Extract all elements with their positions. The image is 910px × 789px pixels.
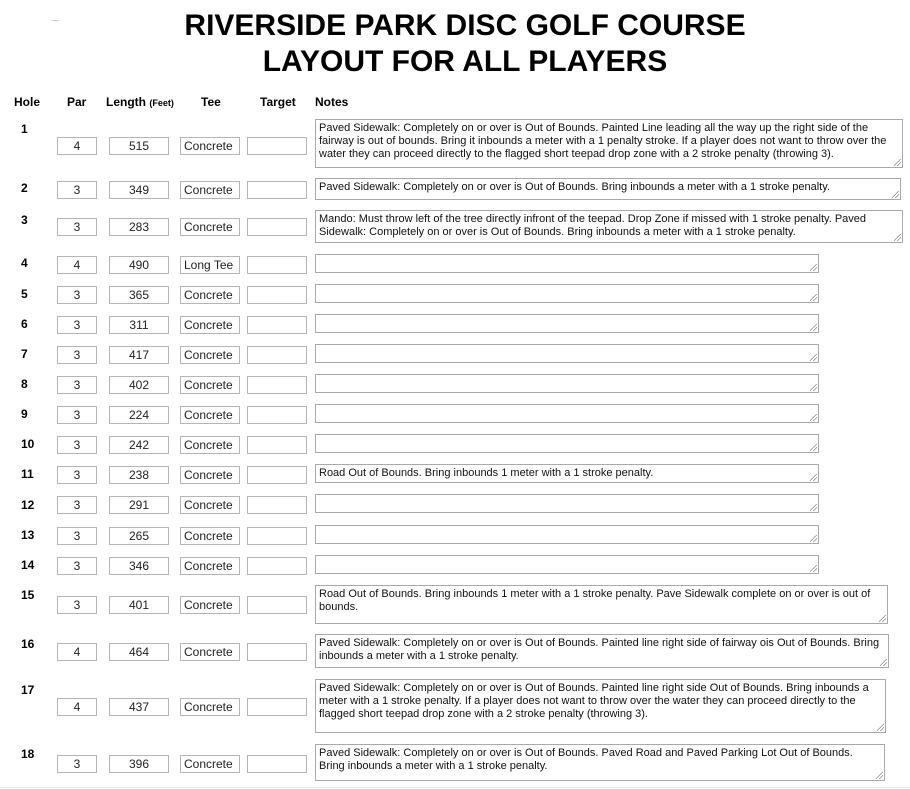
par-field[interactable]: 3 (57, 596, 97, 614)
resize-handle-icon[interactable] (810, 354, 817, 361)
notes-textarea[interactable] (315, 314, 819, 333)
notes-textarea[interactable] (315, 464, 819, 483)
par-field[interactable]: 3 (57, 346, 97, 364)
resize-handle-icon[interactable] (879, 615, 886, 622)
notes-textarea[interactable] (315, 494, 819, 513)
notes-text: Paved Sidewalk: Completely on or over is Out of Bounds. Painted Line leading all the way up the right side of the fairway is out of bounds. Bring it inbounds a meter with a 1 penalty stroke. If a player does not want to throw over the water they can proceed directly to the flagged short teepad drop zone with a 2 stroke penalty (throwing 3). (319, 122, 887, 160)
notes-textarea[interactable] (315, 679, 886, 733)
tee-field[interactable]: Concrete (180, 698, 240, 716)
resize-handle-icon[interactable] (894, 159, 901, 166)
notes-text: Paved Sidewalk: Completely on or over is Out of Bounds. Painted line right side of fairway ois Out of Bounds. Bring inbounds a meter with a 1 stroke penalty. (319, 637, 880, 662)
resize-handle-icon[interactable] (810, 294, 817, 301)
par-field[interactable]: 3 (57, 376, 97, 394)
par-field[interactable]: 3 (57, 316, 97, 334)
target-field[interactable] (247, 406, 307, 424)
target-field[interactable] (247, 218, 307, 236)
hole-number: 7 (21, 347, 28, 361)
tee-field[interactable]: Concrete (180, 181, 240, 199)
tee-field[interactable]: Concrete (180, 643, 240, 661)
par-field[interactable]: 3 (57, 466, 97, 484)
length-field[interactable]: 311 (109, 316, 169, 334)
header-notes: Notes (315, 95, 349, 109)
length-field[interactable]: 349 (109, 181, 169, 199)
tee-field[interactable]: Concrete (180, 376, 240, 394)
hole-number: 2 (21, 181, 28, 195)
tee-field[interactable]: Concrete (180, 755, 240, 773)
length-field[interactable]: 242 (109, 436, 169, 454)
target-field[interactable] (247, 557, 307, 575)
resize-handle-icon[interactable] (876, 772, 883, 779)
resize-handle-icon[interactable] (892, 191, 899, 198)
page-title: RIVERSIDE PARK DISC GOLF COURSE (184, 9, 746, 42)
par-field[interactable]: 4 (57, 643, 97, 661)
resize-handle-icon[interactable] (810, 324, 817, 331)
notes-textarea[interactable] (315, 404, 819, 423)
notes-textarea[interactable] (315, 585, 888, 624)
resize-handle-icon[interactable] (810, 474, 817, 481)
notes-textarea[interactable] (315, 374, 819, 393)
length-field[interactable]: 365 (109, 286, 169, 304)
header-tee: Tee (201, 95, 221, 109)
target-field[interactable] (247, 256, 307, 274)
notes-textarea[interactable] (315, 210, 903, 243)
header-length-label: Length (106, 95, 146, 109)
hole-number: 11 (21, 467, 34, 481)
hole-number: 14 (21, 558, 35, 572)
target-field[interactable] (247, 755, 307, 773)
notes-textarea[interactable] (315, 434, 819, 453)
par-field[interactable]: 3 (57, 557, 97, 575)
header-target: Target (260, 95, 296, 109)
hole-number: 18 (21, 747, 35, 761)
tee-field[interactable]: Concrete (180, 596, 240, 614)
length-field[interactable]: 401 (109, 596, 169, 614)
tee-field[interactable]: Concrete (180, 527, 240, 545)
par-field[interactable]: 3 (57, 286, 97, 304)
notes-text: Paved Sidewalk: Completely on or over is Out of Bounds. Painted line right side Out of Bounds. Bring inbounds a meter with a 1 stroke penalty. If a player does not want to throw over the water they can proceed directly to the flagged short teepad drop zone with a 2 stroke penalty (throwing 3). (319, 682, 869, 720)
target-field[interactable] (247, 596, 307, 614)
length-field[interactable]: 265 (109, 527, 169, 545)
hole-number: 5 (21, 287, 28, 301)
target-field[interactable] (247, 316, 307, 334)
par-field[interactable]: 4 (57, 256, 97, 274)
notes-text: Road Out of Bounds. Bring inbounds 1 meter with a 1 stroke penalty. Pave Sidewalk complete on or over is out of bounds. (319, 588, 871, 613)
hole-number: 4 (21, 256, 28, 270)
par-field[interactable]: 3 (57, 496, 97, 514)
length-field[interactable]: 283 (109, 218, 169, 236)
resize-handle-icon[interactable] (810, 384, 817, 391)
hole-number: 17 (21, 683, 35, 697)
resize-handle-icon[interactable] (810, 535, 817, 542)
resize-handle-icon[interactable] (810, 264, 817, 271)
tee-field[interactable]: Concrete (180, 496, 240, 514)
hole-number: 6 (21, 317, 28, 331)
target-field[interactable] (247, 346, 307, 364)
length-field[interactable]: 346 (109, 557, 169, 575)
length-field[interactable]: 396 (109, 755, 169, 773)
tee-field[interactable]: Concrete (180, 466, 240, 484)
par-field[interactable]: 3 (57, 181, 97, 199)
header-par: Par (67, 95, 87, 109)
length-field[interactable]: 402 (109, 376, 169, 394)
notes-textarea[interactable] (315, 555, 819, 574)
tee-field[interactable]: Concrete (180, 316, 240, 334)
target-field[interactable] (247, 466, 307, 484)
resize-handle-icon[interactable] (894, 234, 901, 241)
tee-field[interactable]: Concrete (180, 346, 240, 364)
page-subtitle: LAYOUT FOR ALL PLAYERS (262, 45, 668, 78)
header-length (106, 95, 174, 109)
tee-field[interactable]: Concrete (180, 557, 240, 575)
target-field[interactable] (247, 376, 307, 394)
hole-number: 12 (21, 498, 35, 512)
tee-field[interactable]: Concrete (180, 137, 240, 155)
notes-text: Road Out of Bounds. Bring inbounds 1 meter with a 1 stroke penalty. (319, 467, 654, 479)
tee-field[interactable]: Concrete (180, 286, 240, 304)
target-field[interactable] (247, 496, 307, 514)
par-field[interactable]: 3 (57, 527, 97, 545)
notes-text: Mando: Must throw left of the tree directly infront of the teepad. Drop Zone if missed with 1 stroke penalty. Paved Sidewalk: Completely on or over is Out of Bounds. Bring inbounds a meter with a 1 stroke penalty. (319, 213, 867, 238)
resize-handle-icon[interactable] (880, 659, 887, 666)
target-field[interactable] (247, 527, 307, 545)
tee-field[interactable]: Concrete (180, 406, 240, 424)
tee-field[interactable]: Concrete (180, 218, 240, 236)
notes-textarea[interactable] (315, 525, 819, 544)
resize-handle-icon[interactable] (810, 444, 817, 451)
hole-number: 10 (21, 437, 35, 451)
resize-handle-icon[interactable] (810, 414, 817, 421)
hole-number: 16 (21, 637, 35, 651)
notes-textarea[interactable] (315, 254, 819, 273)
length-field[interactable]: 437 (109, 698, 169, 716)
length-field[interactable]: 490 (109, 256, 169, 274)
target-field[interactable] (247, 643, 307, 661)
notes-textarea[interactable] (315, 634, 889, 668)
notes-text: Paved Sidewalk: Completely on or over is Out of Bounds. Paved Road and Paved Parking Lot Out of Bounds. Bring inbounds a meter with a 1 stroke penalty. (319, 747, 853, 772)
length-field[interactable]: 515 (109, 137, 169, 155)
hole-number: 1 (21, 122, 28, 136)
target-field[interactable] (247, 698, 307, 716)
target-field[interactable] (247, 286, 307, 304)
length-field[interactable]: 464 (109, 643, 169, 661)
length-field[interactable]: 238 (109, 466, 169, 484)
target-field[interactable] (247, 137, 307, 155)
tee-field[interactable]: Long Tee (180, 256, 240, 274)
hole-number: 8 (21, 377, 28, 391)
notes-textarea[interactable] (315, 284, 819, 303)
par-field[interactable]: 3 (57, 755, 97, 773)
hole-number: 13 (21, 528, 35, 542)
notes-textarea[interactable] (315, 744, 885, 781)
par-field[interactable]: 4 (57, 698, 97, 716)
divider (0, 787, 910, 788)
resize-handle-icon[interactable] (810, 504, 817, 511)
target-field[interactable] (247, 181, 307, 199)
notes-textarea[interactable] (315, 119, 903, 168)
hole-number: 15 (21, 588, 35, 602)
header-length-unit: (Feet) (149, 98, 174, 108)
par-field[interactable]: 3 (57, 436, 97, 454)
hole-number: 3 (21, 213, 28, 227)
par-field[interactable]: 4 (57, 137, 97, 155)
length-field[interactable]: 417 (109, 346, 169, 364)
resize-handle-icon[interactable] (810, 565, 817, 572)
header-hole: Hole (14, 95, 41, 109)
hole-number: 9 (21, 407, 28, 421)
par-field[interactable]: 3 (57, 218, 97, 236)
resize-handle-icon[interactable] (877, 724, 884, 731)
target-field[interactable] (247, 436, 307, 454)
length-field[interactable]: 291 (109, 496, 169, 514)
length-field[interactable]: 224 (109, 406, 169, 424)
notes-textarea[interactable] (315, 344, 819, 363)
par-field[interactable]: 3 (57, 406, 97, 424)
notes-textarea[interactable] (315, 178, 901, 200)
notes-text: Paved Sidewalk: Completely on or over is Out of Bounds. Bring inbounds a meter with a 1 stroke penalty. (319, 181, 830, 193)
tee-field[interactable]: Concrete (180, 436, 240, 454)
